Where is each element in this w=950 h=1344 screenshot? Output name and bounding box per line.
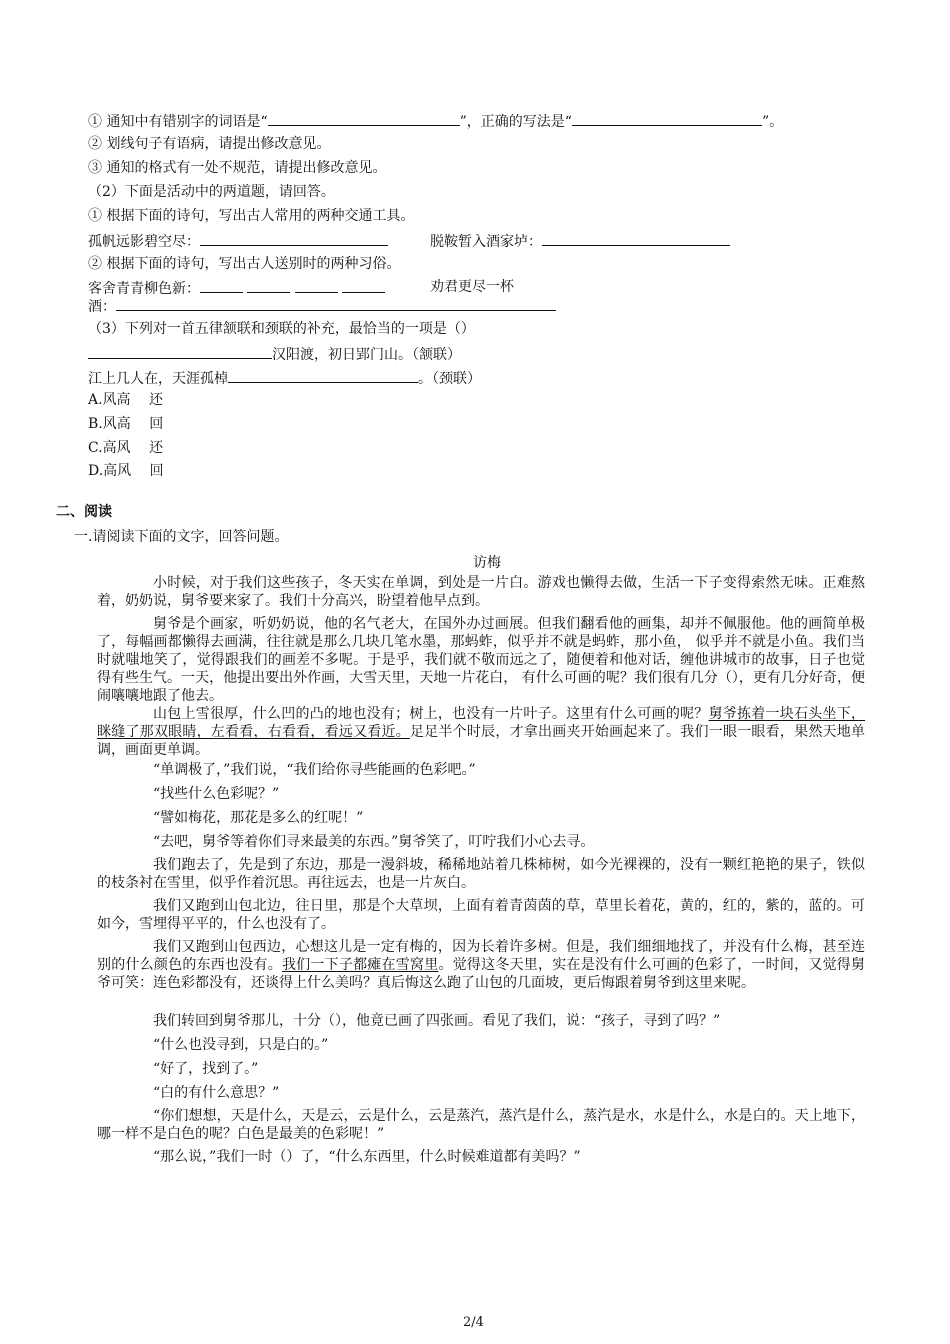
paragraph-3-text-a: 山包上雪很厚，什么凹的凸的地也没有；树上，也没有一片叶子。这里有什么可画的呢？ [153, 706, 709, 722]
q1-line1-text-a: ① 通知中有错别字的词语是“ [88, 114, 268, 130]
article-title: 访梅 [473, 555, 501, 571]
q3-line1 [88, 344, 461, 364]
underlined-sentence-2: 我们一下子都瘫在雪窝里 [281, 957, 439, 973]
poem1-b-text: 脱鞍暂入酒家垆： [430, 234, 542, 250]
dialogue-7: “白的有什么意思？” [153, 1085, 280, 1101]
article-paragraph-5: 我们又跑到山包北边，往日里，那是个大草坝，上面有着青茵茵的草，草里长着花，黄的，红的，紫的，蓝的。可如今，雪埋得平平的，什么也没有了。 [97, 898, 865, 932]
q2-poem2-c [88, 296, 556, 316]
q1-line2: ② 划线句子有语病，请提出修改意见。 [88, 136, 331, 152]
dialogue-8: “你们想想，天是什么，天是云，云是什么，云是蒸汽，蒸汽是什么，蒸汽是水，水是什么，水是白的。天上地下，哪一样不是白色的呢？白色是最美的色彩呢！” [97, 1108, 865, 1142]
answer-blank-wrong-word[interactable] [268, 111, 460, 126]
q1-line1-text-b: ”，正确的写法是“ [459, 114, 572, 130]
article-paragraph-4: 我们跑去了，先是到了东边，那是一漫斜坡，稀稀地站着几株柿树，如今光裸裸的，没有一颗红艳艳的果子，铁似的枝条衬在雪里，似乎作着沉思。再往远去，也是一片灰白。 [97, 857, 865, 891]
q2-poem1-b [430, 231, 730, 251]
answer-blank-poem2-3[interactable] [295, 278, 338, 293]
section-instruction: 一.请阅读下面的文字，回答问题。 [74, 529, 289, 545]
q1-line1 [88, 111, 783, 131]
answer-blank-poem2-c[interactable] [116, 296, 556, 311]
poem2-c-text: 酒： [88, 299, 116, 315]
q3-option-c[interactable]: C.高风 还 [88, 440, 164, 456]
q3-line2-text-a: 江上几人在，天涯孤棹 [88, 371, 228, 387]
q3-option-d[interactable]: D.高风 回 [88, 463, 164, 479]
q2-sub2: ② 根据下面的诗句，写出古人送别时的两种习俗。 [88, 256, 401, 272]
q3-option-b[interactable]: B.风高 回 [88, 416, 164, 432]
q2-poem2-a [88, 278, 385, 298]
answer-blank-poem1-a[interactable] [200, 231, 388, 246]
dialogue-9: “那么说，”我们一时（）了，“什么东西里，什么时候难道都有美吗？” [153, 1149, 581, 1165]
answer-blank-poem2-1[interactable] [200, 278, 243, 293]
q1-line3: ③ 通知的格式有一处不规范，请提出修改意见。 [88, 160, 387, 176]
paragraph-3-text-b: 足足半个时辰，才拿出画夹开始画起来了。我们一眼一眼看，果然天地单调，画面更单调。 [97, 724, 866, 758]
answer-blank-q3-2[interactable] [228, 368, 418, 383]
q3-line2-text-b: 。（颈联） [418, 371, 481, 387]
article-paragraph-7: 我们转回到舅爷那儿，十分（），他竟已画了四张画。看见了我们，说：“孩子，寻到了吗？” [153, 1013, 721, 1029]
dialogue-1: “单调极了，”我们说，“我们给你寻些能画的色彩吧。” [153, 762, 476, 778]
article-paragraph-6 [97, 938, 865, 992]
article-paragraph-2: 舅爷是个画家，听奶奶说，他的名气老大，在国外办过画展。但我们翻看他的画集，却并不佩服他。他的画简单极了，每幅画都懒得去画满，往往就是那么几块几笔水墨，那蚂蚱，似乎并不就是蚂蚱，那小鱼， 似乎并不就是小鱼。我们当时就嗤地笑了，觉得跟我们的画差不多呢。于是乎，我们就不敬而远之了，随便着和他对话，缠他讲城市的故事，日子也觉得有些生气。一天，他提出要出外作画，大雪天里，天地一片花白， 有什么可画的呢？我们很有几分（），更有几分好奇，便闹嚷嚷地跟了他去。 [97, 616, 865, 704]
answer-blank-q3-1[interactable] [88, 344, 272, 359]
answer-blank-poem1-b[interactable] [542, 231, 730, 246]
article-paragraph-1: 小时候，对于我们这些孩子，冬天实在单调，到处是一片白。游戏也懒得去做，生活一下子变得索然无味。正难熬着，奶奶说，舅爷要来家了。我们十分高兴，盼望着他早点到。 [97, 575, 865, 609]
dialogue-4: “去吧，舅爷等着你们寻来最美的东西。”舅爷笑了，叮咛我们小心去寻。 [153, 834, 595, 850]
dialogue-2: “找些什么色彩呢？” [153, 786, 280, 802]
article-paragraph-3 [97, 705, 865, 759]
q2-poem2-b: 劝君更尽一杯 [430, 279, 514, 295]
dialogue-5: “什么也没寻到，只是白的。” [153, 1037, 329, 1053]
q3-line2 [88, 368, 481, 388]
q3-option-a[interactable]: A.风高 还 [88, 392, 164, 408]
q2-sub1: ① 根据下面的诗句，写出古人常用的两种交通工具。 [88, 208, 415, 224]
poem2-a-text: 客舍青青柳色新： [88, 281, 200, 297]
answer-blank-poem2-2[interactable] [247, 278, 290, 293]
q2-intro: （2）下面是活动中的两道题，请回答。 [88, 184, 335, 200]
paragraph-6-text-a: 我们又跑到山包西边，心想这儿是一定有梅的，因为长着许多树。但是，我们细细地找了，并没有什么梅，甚至连别的什么颜色的东西也没有。 [97, 939, 865, 973]
q3-line1-text: 汉阳渡，初日郢门山。（颔联） [272, 347, 461, 363]
answer-blank-correct-word[interactable] [572, 111, 762, 126]
q1-line1-text-c: ”。 [761, 114, 784, 130]
section-title: 二、阅读 [56, 504, 112, 520]
page-number: 2/4 [463, 1315, 484, 1330]
paragraph-6-text-b: 。觉得这冬天里，实在是没有什么可画的色彩了，一时间，又觉得舅爷可笑：连色彩都没有，还谈得上什么美吗？真后悔这么跑了山包的几面坡，更后悔跟着舅爷到这里来呢。 [97, 957, 866, 991]
q3-intro: （3）下列对一首五律颔联和颈联的补充，最恰当的一项是（） [88, 321, 475, 337]
poem1-a-text: 孤帆远影碧空尽： [88, 234, 200, 250]
q2-poem1-a [88, 231, 388, 251]
dialogue-3: “譬如梅花，那花是多么的红呢！” [153, 810, 364, 826]
answer-blank-poem2-4[interactable] [342, 278, 385, 293]
underlined-sentence-1: 舅爷拣着一块石头坐下，眯缝了那双眼睛，左看看，右看看，看远又看近。 [97, 706, 866, 740]
dialogue-6: “好了，找到了。” [153, 1061, 259, 1077]
